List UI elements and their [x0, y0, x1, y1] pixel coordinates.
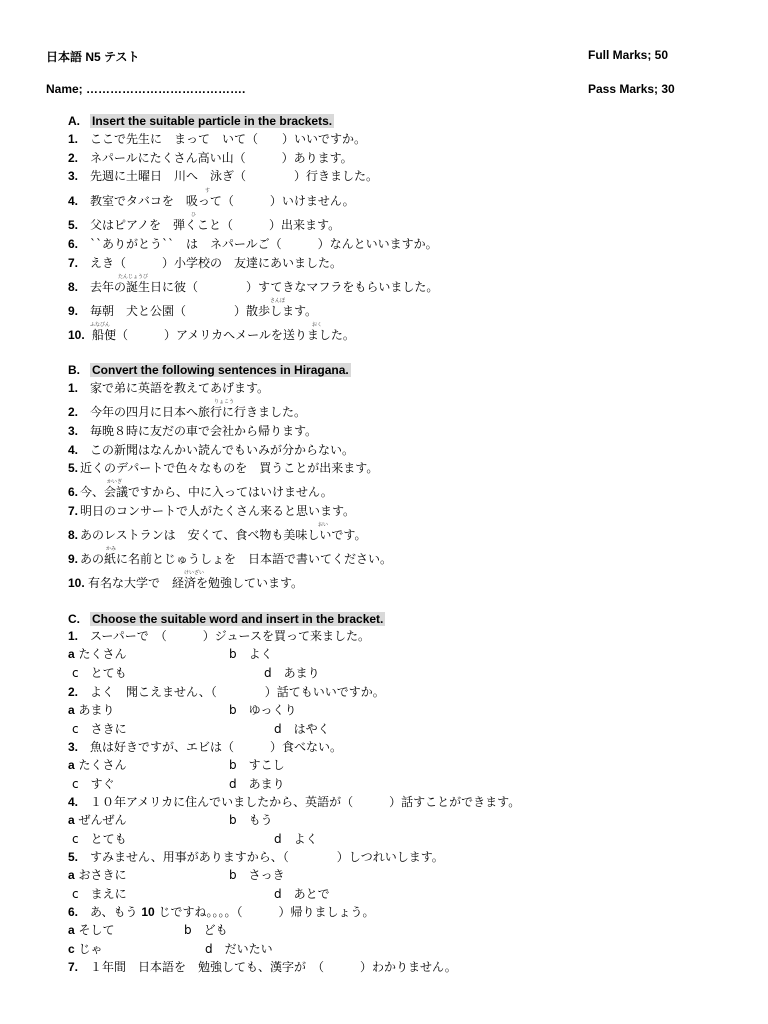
option-a: a おさきに	[68, 868, 127, 882]
option-d: d あとで	[274, 887, 330, 901]
furigana: けいざい	[184, 570, 205, 576]
full-marks: Full Marks; 50	[588, 48, 669, 62]
question-a6: 6. ``ありがとう`` は ネパールご（ ）なんといいますか。	[68, 237, 438, 251]
question-a3: 3. 先週に土曜日 川へ 泳ぎ（ ）行きました。	[68, 169, 379, 183]
furigana: ひ	[191, 212, 197, 218]
furigana: ふなびん	[90, 322, 111, 328]
pass-marks: Pass Marks; 30	[588, 82, 675, 96]
furigana: かみ	[106, 546, 117, 552]
question-a9: 9. 毎朝 犬と公園（ ）散歩します。	[68, 304, 318, 318]
question-c4: 4. １０年アメリカに住んでいましたから、英語が（ ）話すことができます。	[68, 795, 521, 809]
option-a: a たくさん	[68, 758, 127, 772]
furigana: おい	[318, 522, 329, 528]
question-a10: 10. 船便（ ）アメリカへメールを送りました。	[68, 328, 355, 342]
option-d: d あまり	[264, 666, 320, 680]
option-b: b さっき	[229, 868, 285, 882]
question-c3: 3. 魚は好きですが、エビは（ ）食べない。	[68, 740, 343, 754]
question-b5: 5. 近くのデパートで色々なものを 買うことが出来ます。	[68, 461, 379, 475]
section-letter: B.	[68, 363, 80, 377]
question-b1: 1. 家で弟に英語を教えてあげます。	[68, 381, 270, 395]
furigana: りょこう	[214, 399, 235, 405]
question-b6: 6. 今、会議ですから、中に入ってはいけません。	[68, 485, 333, 499]
question-b9: 9. あの紙に名前とじゅうしょを 日本語で書いてください。	[68, 552, 393, 566]
question-c5: 5. すみません、用事がありますから、（ ）しつれいします。	[68, 850, 444, 864]
option-a: a あまり	[68, 703, 115, 717]
section-letter: A.	[68, 114, 80, 128]
question-c1: 1. スーパーで （ ）ジュースを買って来ました。	[68, 629, 370, 643]
question-b2: 2. 今年の四月に日本へ旅行に行きました。	[68, 405, 307, 419]
section-c-heading	[68, 612, 385, 626]
option-b: b ゆっくり	[229, 703, 297, 717]
section-title: Insert the suitable particle in the brackets.	[92, 114, 333, 128]
question-b8: 8. あのレストランは 安くて、食べ物も美味しいです。	[68, 528, 367, 542]
option-a: a ぜんぜん	[68, 813, 127, 827]
section-a-heading	[68, 114, 334, 128]
question-b10: 10. 有名な大学で 経済を勉強しています。	[68, 576, 304, 590]
test-title: 日本語 N5 テスト	[46, 50, 140, 64]
question-c2: 2. よく 聞こえません、（ ）話てもいいですか。	[68, 685, 385, 699]
section-letter: C.	[68, 612, 80, 626]
section-b-heading	[68, 363, 351, 377]
furigana: さんぽ	[270, 298, 286, 304]
option-d: d よく	[274, 832, 318, 846]
furigana: おく	[312, 322, 323, 328]
option-b: b すこし	[229, 758, 285, 772]
question-b3: 3. 毎晩８時に友だの車で会社から帰ります。	[68, 424, 318, 438]
section-title: Convert the following sentences in Hiragana.	[92, 363, 349, 377]
question-c6: 6. あ、もう 10 じですね。。。。（ ）帰りましょう。	[68, 905, 375, 919]
option-c: c じゃ	[68, 942, 103, 956]
option-b: b もう	[229, 813, 273, 827]
question-c7: 7. １年間 日本語を 勉強しても、漢字が （ ）わかりません。	[68, 960, 457, 974]
option-c: c まえに	[72, 887, 127, 901]
question-a8: 8. 去年の誕生日に彼（ ）すてきなマフラをもらいました。	[68, 280, 439, 294]
furigana: かいぎ	[107, 479, 123, 485]
furigana: たんじょうび	[118, 274, 149, 280]
section-title: Choose the suitable word and insert in the bracket.	[92, 612, 384, 626]
option-c: c とても	[72, 666, 127, 680]
furigana: す	[205, 188, 211, 194]
option-b: b ども	[184, 923, 228, 937]
question-a1: 1. ここで先生に まって いて（ ）いいですか。	[68, 132, 367, 146]
name-field: Name; ………………………………….	[46, 82, 246, 96]
question-a7: 7. えき（ ）小学校の 友達にあいました。	[68, 256, 343, 270]
question-b4: 4. この新聞はなんかい読んでもいみが分からない。	[68, 443, 355, 457]
option-d: d はやく	[274, 722, 330, 736]
option-c: c とても	[72, 832, 127, 846]
question-a2: 2. ネパールにたくさん高い山（ ）あります。	[68, 151, 353, 165]
question-b7: 7. 明日のコンサートで人がたくさん来ると思います。	[68, 504, 356, 518]
question-a5: 5. 父はピアノを 弾くこと（ ）出来ます。	[68, 218, 341, 232]
option-b: b よく	[229, 647, 273, 661]
option-a: a そして	[68, 923, 115, 937]
option-c: c すぐ	[72, 777, 115, 791]
option-c: c さきに	[72, 722, 127, 736]
question-a4: 4. 教室でタバコを 吸って（ ）いけません。	[68, 194, 355, 208]
option-d: d あまり	[229, 777, 285, 791]
option-a: a たくさん	[68, 647, 127, 661]
option-d: d だいたい	[205, 942, 273, 956]
